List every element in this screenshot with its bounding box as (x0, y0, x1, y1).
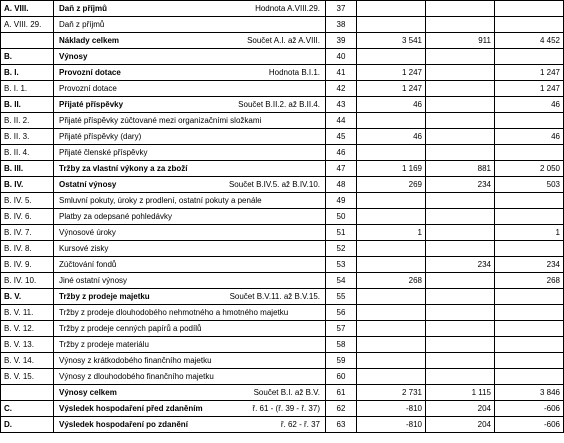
value-economic-activity (426, 17, 495, 33)
row-name-wrap (57, 145, 322, 160)
row-name-cell (54, 353, 326, 369)
value-main-activity (357, 369, 426, 385)
row-code: B. I. (1, 65, 54, 81)
table-row (1, 353, 564, 369)
row-name-wrap (57, 97, 322, 112)
row-code: B. V. (1, 289, 54, 305)
row-name-cell (54, 33, 326, 49)
row-name-wrap (57, 289, 322, 304)
row-code: B. IV. 6. (1, 209, 54, 225)
value-total (495, 193, 564, 209)
row-code: A. VIII. 29. (1, 17, 54, 33)
value-economic-activity: 234 (426, 257, 495, 273)
row-name: Tržby z prodeje dlouhodobého nehmotného a hmotného majetku (59, 308, 289, 317)
value-economic-activity (426, 81, 495, 97)
row-number: 57 (326, 321, 357, 337)
table-row (1, 177, 564, 193)
table-row (1, 161, 564, 177)
row-name-wrap (57, 33, 322, 48)
value-main-activity (357, 193, 426, 209)
row-number: 45 (326, 129, 357, 145)
row-formula: ř. 61 - (ř. 39 - ř. 37) (252, 404, 320, 413)
row-code (1, 385, 54, 401)
value-main-activity: 269 (357, 177, 426, 193)
value-economic-activity (426, 305, 495, 321)
row-name: Ostatní výnosy (59, 180, 117, 189)
table-row (1, 129, 564, 145)
row-name-cell (54, 369, 326, 385)
row-number: 40 (326, 49, 357, 65)
row-name: Tržby za vlastní výkony a za zboží (59, 164, 188, 173)
row-name-cell (54, 257, 326, 273)
row-name: Výnosy z krátkodobého finančního majetku (59, 356, 212, 365)
row-formula (320, 49, 322, 64)
row-name-wrap (57, 113, 322, 128)
value-main-activity (357, 49, 426, 65)
row-formula: Hodnota B.I.1. (268, 68, 320, 77)
value-main-activity: 1 247 (357, 65, 426, 81)
value-total (495, 17, 564, 33)
table-row (1, 369, 564, 385)
row-number: 54 (326, 273, 357, 289)
row-name-wrap (57, 225, 322, 240)
value-economic-activity (426, 49, 495, 65)
row-name-wrap (57, 241, 322, 256)
row-name-cell (54, 385, 326, 401)
value-total (495, 241, 564, 257)
value-main-activity (357, 321, 426, 337)
table-row (1, 225, 564, 241)
row-number: 43 (326, 97, 357, 113)
value-total: 3 846 (495, 385, 564, 401)
value-main-activity: 268 (357, 273, 426, 289)
row-name: Jiné ostatní výnosy (59, 276, 128, 285)
row-name-cell (54, 337, 326, 353)
row-code: B. IV. 9. (1, 257, 54, 273)
row-name-cell (54, 1, 326, 17)
row-name-cell (54, 177, 326, 193)
row-name-wrap (57, 369, 322, 384)
table-row (1, 401, 564, 417)
value-economic-activity (426, 353, 495, 369)
table-row (1, 33, 564, 49)
row-name: Platby za odepsané pohledávky (59, 212, 172, 221)
row-name-cell (54, 273, 326, 289)
row-name: Tržby z prodeje majetku (59, 292, 150, 301)
row-name: Tržby z prodeje materiálu (59, 340, 149, 349)
table-row (1, 337, 564, 353)
table-row (1, 289, 564, 305)
row-code: B. IV. 5. (1, 193, 54, 209)
value-total: -606 (495, 417, 564, 433)
row-formula (320, 241, 322, 256)
row-name-wrap (57, 49, 322, 64)
row-number: 46 (326, 145, 357, 161)
row-number: 53 (326, 257, 357, 273)
value-total: -606 (495, 401, 564, 417)
row-formula: Součet B.V.11. až B.V.15. (229, 292, 320, 301)
row-name-wrap (57, 273, 322, 288)
row-formula: Součet A.I. až A.VIII. (247, 36, 320, 45)
table-row (1, 113, 564, 129)
row-name-cell (54, 241, 326, 257)
table-row (1, 17, 564, 33)
row-name-wrap (57, 193, 322, 208)
value-economic-activity: 911 (426, 33, 495, 49)
row-number: 56 (326, 305, 357, 321)
value-economic-activity (426, 113, 495, 129)
row-name-wrap (57, 337, 322, 352)
value-total: 1 247 (495, 81, 564, 97)
value-total (495, 145, 564, 161)
value-total (495, 353, 564, 369)
value-main-activity (357, 337, 426, 353)
row-name-cell (54, 209, 326, 225)
value-economic-activity (426, 225, 495, 241)
value-total: 1 247 (495, 65, 564, 81)
row-formula (320, 17, 322, 32)
value-economic-activity: 881 (426, 161, 495, 177)
row-name-wrap (57, 65, 322, 80)
row-name-cell (54, 17, 326, 33)
row-name-wrap (57, 177, 322, 192)
value-total (495, 321, 564, 337)
row-formula (320, 305, 322, 320)
row-code: B. IV. 7. (1, 225, 54, 241)
row-name: Daň z příjmů (59, 20, 105, 29)
row-name-cell (54, 161, 326, 177)
row-name-cell (54, 193, 326, 209)
row-number: 50 (326, 209, 357, 225)
value-economic-activity (426, 97, 495, 113)
value-main-activity (357, 17, 426, 33)
row-code: B. II. (1, 97, 54, 113)
row-number: 48 (326, 177, 357, 193)
row-formula (320, 193, 322, 208)
row-name: Přijaté příspěvky (dary) (59, 132, 142, 141)
row-number: 61 (326, 385, 357, 401)
row-number: 49 (326, 193, 357, 209)
value-total: 268 (495, 273, 564, 289)
value-economic-activity: 234 (426, 177, 495, 193)
value-total: 46 (495, 129, 564, 145)
row-code (1, 33, 54, 49)
value-main-activity (357, 257, 426, 273)
row-code: A. VIII. (1, 1, 54, 17)
row-number: 38 (326, 17, 357, 33)
value-economic-activity (426, 273, 495, 289)
row-name-wrap (57, 401, 322, 416)
row-number: 39 (326, 33, 357, 49)
row-name: Výnosy (59, 52, 88, 61)
table-row (1, 145, 564, 161)
table-row (1, 417, 564, 433)
row-name-wrap (57, 17, 322, 32)
row-name: Provozní dotace (59, 84, 117, 93)
row-name-wrap (57, 129, 322, 144)
row-name-cell (54, 305, 326, 321)
value-total: 46 (495, 97, 564, 113)
value-main-activity: 1 (357, 225, 426, 241)
row-name-wrap (57, 209, 322, 224)
row-code: B. IV. 8. (1, 241, 54, 257)
row-name: Výnosové úroky (59, 228, 116, 237)
value-main-activity: 1 169 (357, 161, 426, 177)
row-name-wrap (57, 305, 322, 320)
row-name-cell (54, 81, 326, 97)
value-main-activity: 2 731 (357, 385, 426, 401)
row-formula (320, 273, 322, 288)
row-name: Výsledek hospodaření před zdaněním (59, 404, 203, 413)
row-formula (320, 225, 322, 240)
row-code: B. (1, 49, 54, 65)
row-number: 60 (326, 369, 357, 385)
value-economic-activity (426, 209, 495, 225)
row-name-wrap (57, 161, 322, 176)
table-row (1, 209, 564, 225)
row-name: Kursové zisky (59, 244, 109, 253)
value-economic-activity (426, 241, 495, 257)
row-code: B. V. 15. (1, 369, 54, 385)
value-main-activity (357, 305, 426, 321)
value-main-activity (357, 113, 426, 129)
row-formula: Hodnota A.VIII.29. (255, 4, 320, 13)
value-main-activity: 46 (357, 97, 426, 113)
row-name-wrap (57, 417, 322, 432)
row-formula: Součet B.II.2. až B.II.4. (238, 100, 320, 109)
row-name-wrap (57, 321, 322, 336)
row-name-cell (54, 401, 326, 417)
row-formula (320, 369, 322, 384)
value-economic-activity (426, 193, 495, 209)
row-name-cell (54, 289, 326, 305)
row-name: Smluvní pokuty, úroky z prodlení, ostatní pokuty a penále (59, 196, 262, 205)
row-number: 47 (326, 161, 357, 177)
row-number: 42 (326, 81, 357, 97)
value-total (495, 209, 564, 225)
row-number: 55 (326, 289, 357, 305)
row-formula (320, 161, 322, 176)
table-row (1, 257, 564, 273)
row-code: B. V. 12. (1, 321, 54, 337)
row-code: B. II. 4. (1, 145, 54, 161)
table-row (1, 273, 564, 289)
row-name: Výnosy celkem (59, 388, 117, 397)
value-main-activity (357, 289, 426, 305)
table-row (1, 65, 564, 81)
value-economic-activity (426, 321, 495, 337)
value-economic-activity (426, 145, 495, 161)
row-name-cell (54, 97, 326, 113)
value-economic-activity (426, 337, 495, 353)
row-formula (320, 321, 322, 336)
row-code: B. V. 11. (1, 305, 54, 321)
row-name-cell (54, 145, 326, 161)
row-code: B. II. 3. (1, 129, 54, 145)
row-name: Tržby z prodeje cenných papírů a podílů (59, 324, 202, 333)
row-number: 51 (326, 225, 357, 241)
row-number: 41 (326, 65, 357, 81)
row-code: C. (1, 401, 54, 417)
value-total (495, 49, 564, 65)
value-main-activity: -810 (357, 401, 426, 417)
row-name-cell (54, 113, 326, 129)
row-name: Náklady celkem (59, 36, 120, 45)
row-formula (320, 337, 322, 352)
row-name-cell (54, 417, 326, 433)
row-formula (320, 353, 322, 368)
row-name-cell (54, 129, 326, 145)
value-economic-activity (426, 369, 495, 385)
row-name-cell (54, 225, 326, 241)
row-number: 37 (326, 1, 357, 17)
row-code: B. III. (1, 161, 54, 177)
row-formula: Součet B.I. až B.V. (253, 388, 320, 397)
row-formula: Součet B.IV.5. až B.IV.10. (228, 180, 320, 189)
table-row (1, 241, 564, 257)
value-total: 4 452 (495, 33, 564, 49)
row-name: Provozní dotace (59, 68, 121, 77)
row-name: Daň z příjmů (59, 4, 108, 13)
row-formula (320, 81, 322, 96)
value-total: 234 (495, 257, 564, 273)
row-formula (320, 113, 322, 128)
row-formula (320, 129, 322, 144)
row-code: B. V. 14. (1, 353, 54, 369)
table-row (1, 97, 564, 113)
row-code: D. (1, 417, 54, 433)
table-row (1, 81, 564, 97)
row-code: B. IV. (1, 177, 54, 193)
row-name-wrap (57, 1, 322, 16)
row-name-wrap (57, 385, 322, 400)
value-economic-activity: 204 (426, 417, 495, 433)
row-name-wrap (57, 81, 322, 96)
value-total: 2 050 (495, 161, 564, 177)
value-economic-activity (426, 65, 495, 81)
row-formula (320, 145, 322, 160)
value-total (495, 305, 564, 321)
value-total: 1 (495, 225, 564, 241)
row-name: Přijaté příspěvky (59, 100, 124, 109)
value-total (495, 113, 564, 129)
row-name: Výsledek hospodaření po zdanění (59, 420, 188, 429)
value-total: 503 (495, 177, 564, 193)
row-name-cell (54, 49, 326, 65)
value-economic-activity (426, 129, 495, 145)
value-main-activity (357, 1, 426, 17)
value-main-activity (357, 145, 426, 161)
value-economic-activity (426, 1, 495, 17)
value-main-activity (357, 209, 426, 225)
value-main-activity: 46 (357, 129, 426, 145)
row-formula (320, 257, 322, 272)
value-main-activity: 3 541 (357, 33, 426, 49)
row-number: 63 (326, 417, 357, 433)
value-total (495, 1, 564, 17)
row-name-cell (54, 65, 326, 81)
table-row (1, 49, 564, 65)
value-main-activity (357, 241, 426, 257)
row-code: B. I. 1. (1, 81, 54, 97)
row-name: Přijaté příspěvky zúčtované mezi organizačními složkami (59, 116, 262, 125)
row-name: Přijaté členské příspěvky (59, 148, 148, 157)
row-number: 59 (326, 353, 357, 369)
row-code: B. V. 13. (1, 337, 54, 353)
table-row (1, 385, 564, 401)
table-row (1, 321, 564, 337)
value-economic-activity: 1 115 (426, 385, 495, 401)
value-main-activity: -810 (357, 417, 426, 433)
value-total (495, 369, 564, 385)
row-name: Výnosy z dlouhodobého finančního majetku (59, 372, 214, 381)
row-number: 52 (326, 241, 357, 257)
row-name: Zúčtování fondů (59, 260, 117, 269)
table-row (1, 1, 564, 17)
statement-body (1, 1, 564, 433)
row-number: 44 (326, 113, 357, 129)
row-name-wrap (57, 353, 322, 368)
value-economic-activity: 204 (426, 401, 495, 417)
row-formula (320, 209, 322, 224)
row-name-cell (54, 321, 326, 337)
value-total (495, 337, 564, 353)
table-row (1, 193, 564, 209)
row-number: 62 (326, 401, 357, 417)
value-total (495, 289, 564, 305)
value-main-activity (357, 353, 426, 369)
value-economic-activity (426, 289, 495, 305)
row-code: B. IV. 10. (1, 273, 54, 289)
table-row (1, 305, 564, 321)
row-code: B. II. 2. (1, 113, 54, 129)
row-formula: ř. 62 - ř. 37 (280, 420, 320, 429)
row-name-wrap (57, 257, 322, 272)
row-number: 58 (326, 337, 357, 353)
value-main-activity: 1 247 (357, 81, 426, 97)
